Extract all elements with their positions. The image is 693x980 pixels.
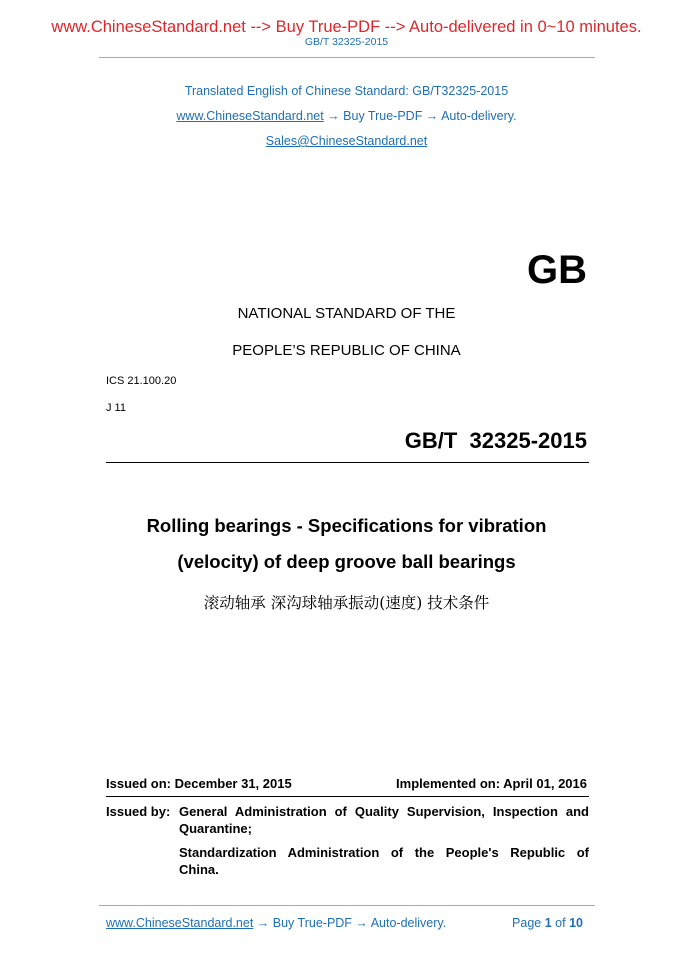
site-link-row <box>0 109 693 123</box>
site-link-suffix: → Buy True-PDF → Auto-delivery. <box>323 109 517 123</box>
national-standard-line1: NATIONAL STANDARD OF THE <box>237 305 456 322</box>
ccs-code: J 11 <box>106 402 126 414</box>
dates-divider <box>106 796 589 797</box>
title-divider <box>106 462 589 463</box>
title-line1: Rolling bearings - Specifications for vibration <box>146 515 547 536</box>
national-standard-line2: PEOPLE’S REPUBLIC OF CHINA <box>232 342 461 359</box>
issuer2-line1: Standardization Administration of the People's Republic of <box>179 845 589 860</box>
page-of: of <box>555 916 566 930</box>
translation-note: Translated English of Chinese Standard: GB/T32325-2015 <box>184 84 509 98</box>
footer-divider <box>99 905 595 906</box>
issuer2-line2: China. <box>179 862 219 877</box>
header-divider <box>99 57 595 58</box>
top-banner[interactable]: www.ChineseStandard.net --> Buy True-PDF --> Auto-delivered in 0~10 minutes. <box>51 18 642 36</box>
header-doc-id: GB/T 32325-2015 <box>304 36 389 48</box>
sales-email-link[interactable]: Sales@ChineseStandard.net <box>265 134 428 148</box>
footer-site-link[interactable]: www.ChineseStandard.net <box>106 916 254 930</box>
sales-email-row <box>0 134 693 148</box>
issuer1-line2: Quarantine; <box>179 821 252 836</box>
title-line2: (velocity) of deep groove ball bearings <box>177 551 516 572</box>
issued-on: Issued on: December 31, 2015 <box>106 776 292 791</box>
chinese-title: 滚动轴承 深沟球轴承振动(速度) 技术条件 <box>203 594 490 612</box>
implemented-on: Implemented on: April 01, 2016 <box>396 776 587 791</box>
site-link[interactable]: www.ChineseStandard.net <box>176 109 324 123</box>
page-current: 1 <box>544 916 552 930</box>
footer-link-suffix: → Buy True-PDF → Auto-delivery. <box>253 916 447 930</box>
issuer1-line1: General Administration of Quality Supervision, Inspection and <box>179 804 589 819</box>
page-label: Page <box>512 916 542 930</box>
ics-code: ICS 21.100.20 <box>106 375 177 387</box>
page-total: 10 <box>569 916 583 930</box>
gb-logo: GB <box>527 248 587 292</box>
footer-link-row <box>106 916 446 930</box>
standard-code: GB/T 32325-2015 <box>404 428 587 453</box>
issued-by-label: Issued by: <box>106 804 171 819</box>
page-number <box>512 916 583 930</box>
